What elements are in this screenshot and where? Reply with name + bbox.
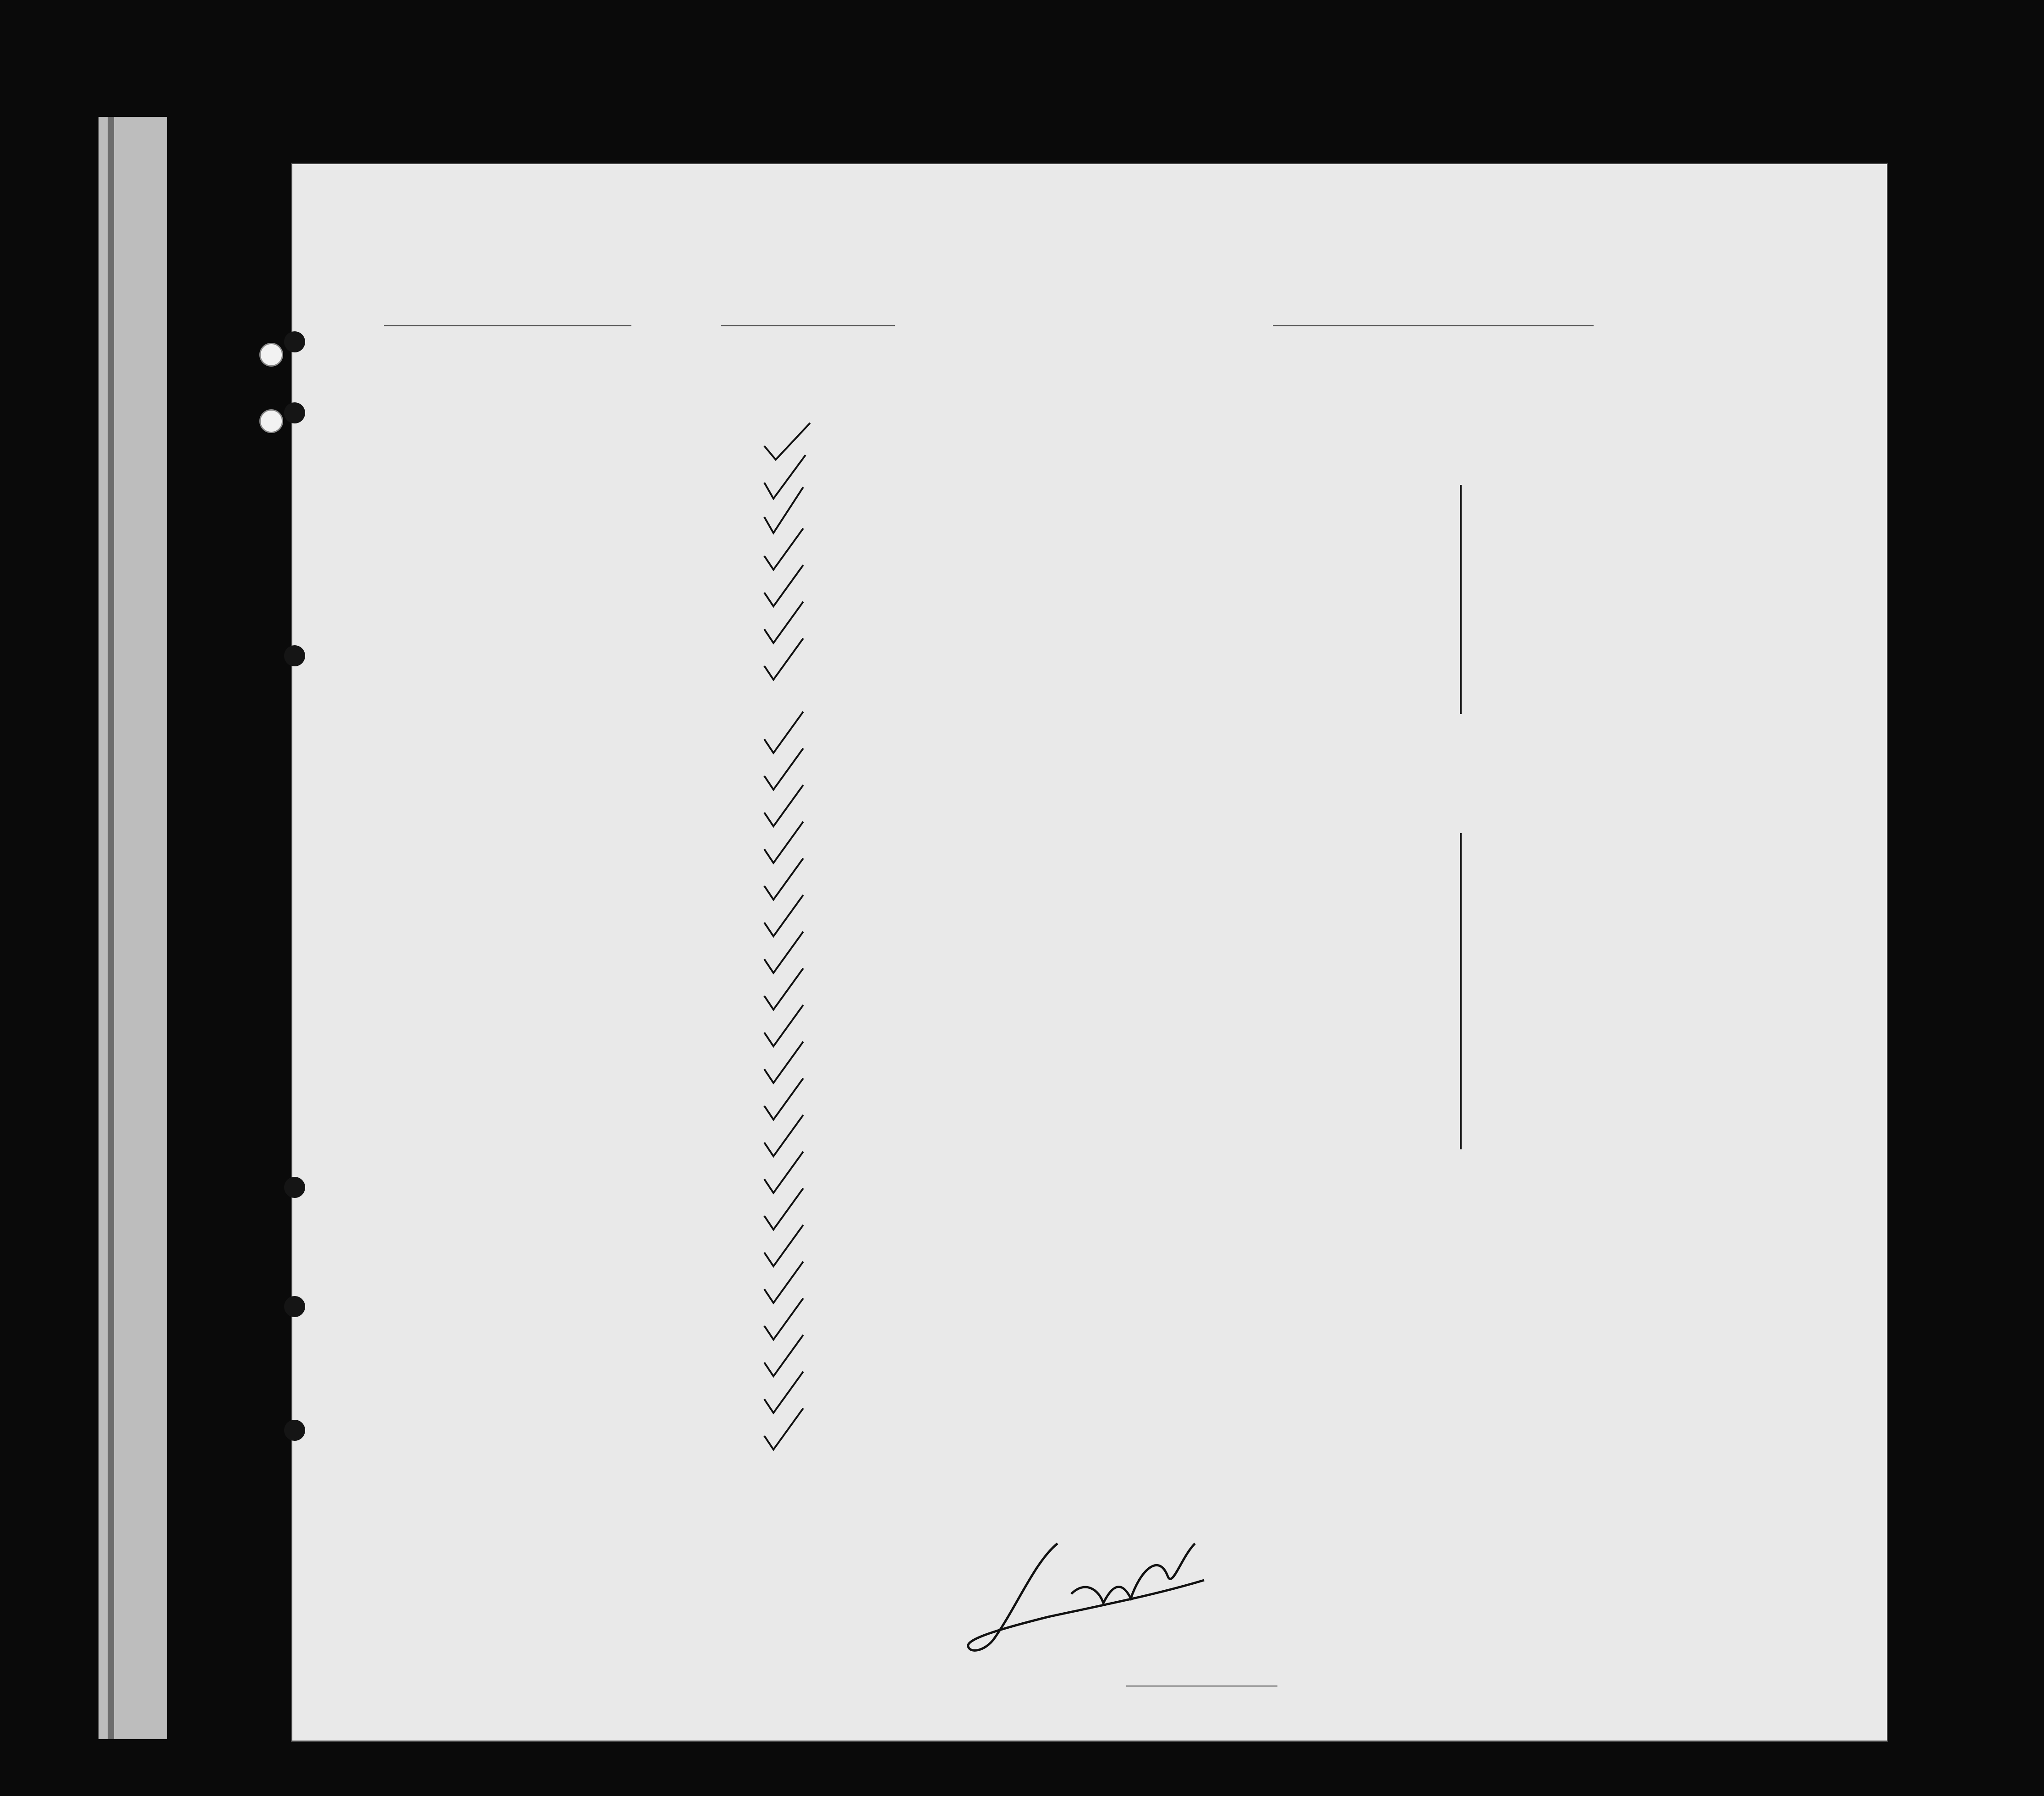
vessel-name xyxy=(384,325,631,326)
punch-hole xyxy=(259,409,283,433)
inspector-signature xyxy=(966,1525,1250,1663)
vessel-line xyxy=(338,320,1832,347)
footer xyxy=(347,1594,1859,1731)
crew-table xyxy=(292,357,1887,1594)
manifest-page xyxy=(291,163,1888,1742)
arrival-port xyxy=(721,325,895,326)
punch-hole xyxy=(284,331,305,352)
binder-ridge xyxy=(108,117,114,1739)
binder-strip xyxy=(99,117,167,1739)
punch-hole xyxy=(259,343,283,367)
checkmark-column xyxy=(760,418,815,1518)
ditto-line-col7 xyxy=(1456,485,1465,1149)
departure-port xyxy=(1273,325,1594,326)
